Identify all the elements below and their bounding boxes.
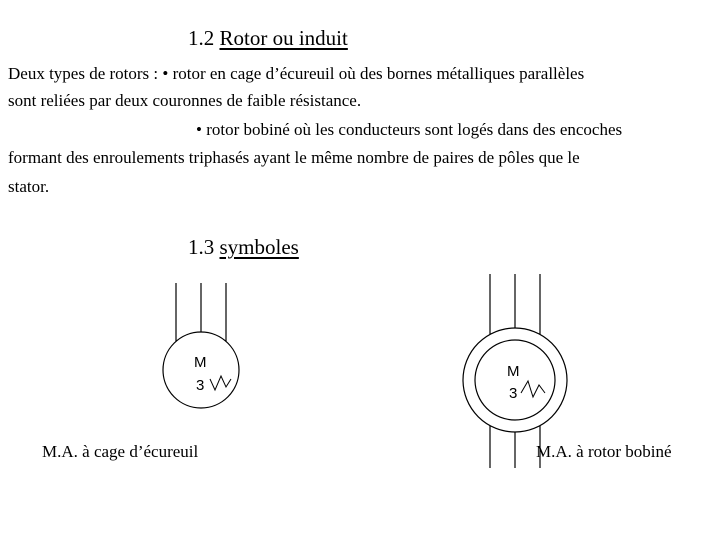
paragraph-line-5: stator. [8, 177, 50, 196]
paragraph-line-3: • rotor bobiné où les conducteurs sont logés dans des encoches [196, 120, 623, 139]
paragraph-line-1: Deux types de rotors : • rotor en cage d’écureuil où des bornes métalliques parallèles [8, 64, 585, 83]
section-1-2-title: Rotor ou induit [219, 26, 348, 50]
wound-motor-phase: 3 [509, 385, 518, 402]
cage-motor-caption: M.A. à cage d’écureuil [42, 442, 199, 461]
wound-inner-circle [475, 340, 555, 420]
cage-motor-symbol [163, 283, 239, 408]
paragraph-line-2: sont reliées par deux couronnes de faible résistance. [8, 91, 362, 110]
cage-motor-phase: 3 [196, 377, 205, 394]
section-1-3-number: 1.3 [188, 235, 215, 259]
section-1-3-title: symboles [219, 235, 299, 259]
section-1-2-number: 1.2 [188, 26, 215, 50]
wound-motor-caption: M.A. à rotor bobiné [536, 442, 672, 461]
wound-motor-symbol [463, 274, 567, 468]
wound-motor-letter: M [507, 363, 520, 380]
cage-motor-letter: M [194, 354, 207, 371]
paragraph-line-4: formant des enroulements triphasés ayant le même nombre de paires de pôles que le [8, 148, 580, 167]
